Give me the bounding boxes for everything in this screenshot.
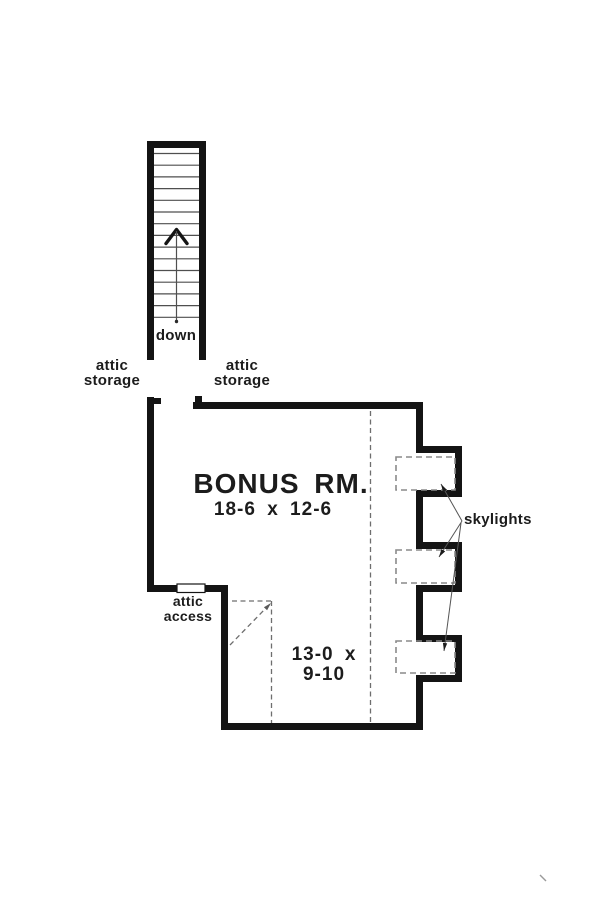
stray-mark [540, 875, 546, 881]
down-label: down [155, 327, 197, 344]
skylight-1 [396, 457, 455, 490]
down-arrow-origin-dot [175, 320, 178, 323]
room-dimensions: 18-6 x 12-6 [213, 499, 333, 520]
wall-left-upper-jamb [154, 398, 161, 404]
alcove-dimensions-line1: 13-0 x [291, 644, 357, 665]
wall-right-lower [416, 675, 423, 730]
wall-top-jamb [195, 396, 202, 402]
access-diagonal-arrowhead-icon [264, 603, 271, 610]
skylight-arrowhead-3-icon [443, 643, 447, 651]
wall-bump1-right [455, 446, 462, 497]
alcove-dimensions-line2: 9-10 [302, 664, 346, 685]
stair-down-arrow [166, 230, 187, 324]
wall-bump2-right [455, 542, 462, 592]
skylights-label: skylights [464, 511, 532, 528]
stair-wall-left [147, 141, 154, 360]
attic-storage-left-line1: attic [95, 357, 129, 374]
skylight-2 [396, 550, 455, 583]
attic-storage-left-line2: storage [83, 372, 141, 389]
attic-access-line1: attic [172, 593, 204, 609]
access-diagonal-line [230, 607, 267, 645]
wall-right-mid-b [416, 585, 423, 642]
attic-storage-left-label [84, 358, 140, 388]
wall-bottom [221, 723, 423, 730]
attic-storage-right-label [214, 358, 270, 388]
attic-access-line2: access [163, 608, 213, 624]
attic-storage-right-line1: attic [225, 357, 259, 374]
skylight-pointer-arrowheads [439, 484, 447, 651]
attic-access-label [164, 594, 213, 624]
wall-left-upper [147, 397, 154, 592]
alcove-dimensions [292, 645, 357, 685]
attic-storage-right-line2: storage [213, 372, 271, 389]
room-title: BONUS RM. [193, 468, 369, 499]
stair-wall-top [147, 141, 206, 148]
wall-top [193, 402, 423, 409]
wall-left-lower [221, 585, 228, 730]
stair-wall-right [199, 141, 206, 360]
wall-right-mid-a [416, 490, 423, 549]
attic-access-panel [177, 584, 205, 593]
wall-right-upper [416, 402, 423, 446]
wall-bump3-right [455, 635, 462, 682]
